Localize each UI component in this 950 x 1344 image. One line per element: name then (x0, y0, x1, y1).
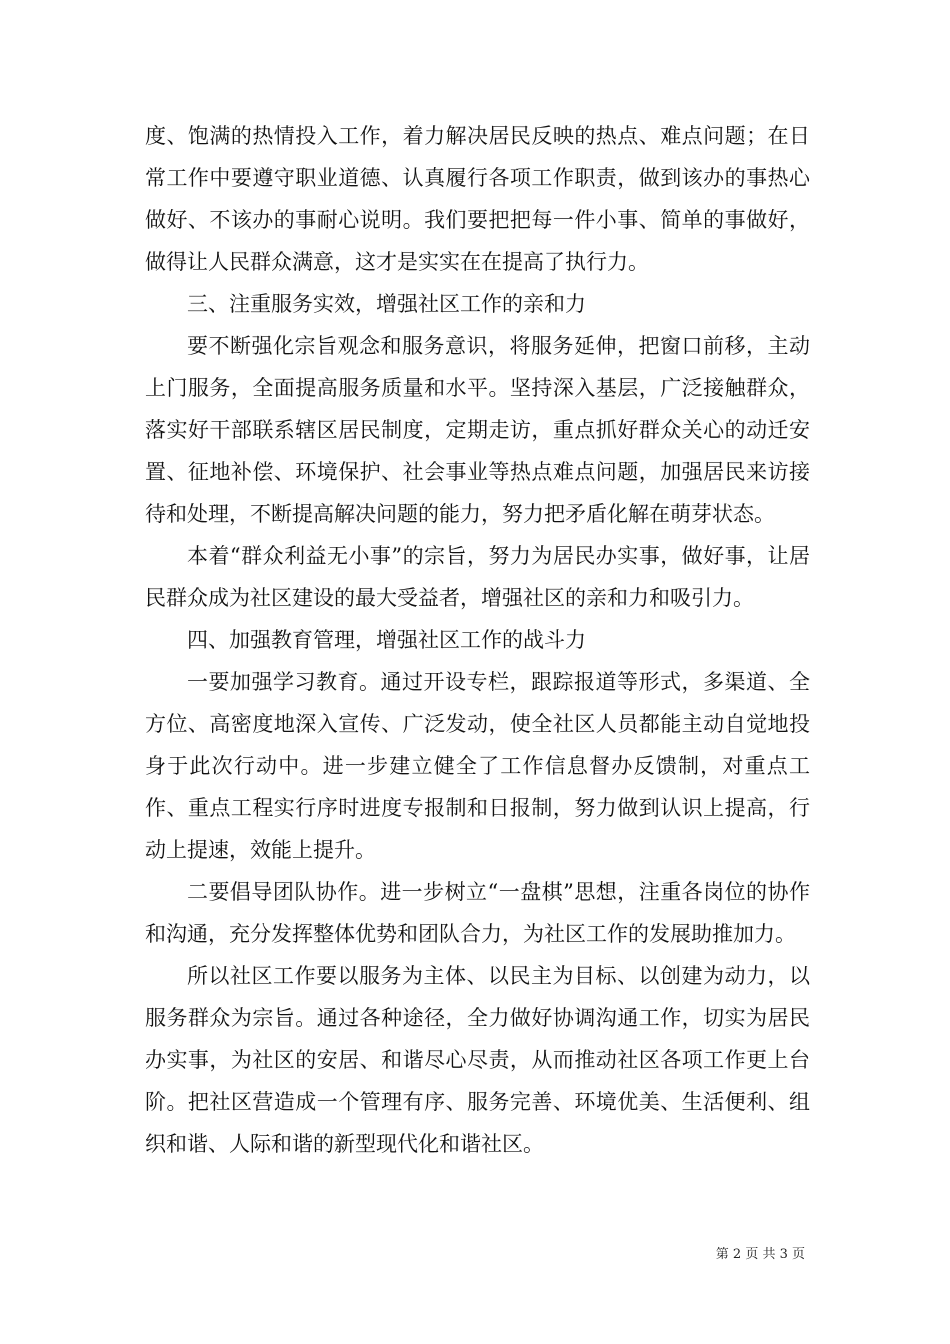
paragraph: 一要加强学习教育。通过开设专栏，跟踪报道等形式，多渠道、全方位、高密度地深入宣传、广泛发动，使全社区人员都能主动自觉地投身于此次行动中。进一步建立健全了工作信息督办反馈制，对重点工作、重点工程实行序时进度专报制和日报制，努力做到认识上提高，行动上提速，效能上提升。 (145, 670, 810, 862)
paragraph: 要不断强化宗旨观念和服务意识，将服务延伸，把窗口前移，主动上门服务，全面提高服务质量和水平。坚持深入基层，广泛接触群众，落实好干部联系辖区居民制度，定期走访，重点抓好群众关心的动迁安置、征地补偿、环境保护、社会事业等热点难点问题，加强居民来访接待和处理，不断提高解决问题的能力，努力把矛盾化解在萌芽状态。 (145, 334, 810, 526)
paragraph: 本着“群众利益无小事”的宗旨，努力为居民办实事，做好事，让居民群众成为社区建设的最大受益者，增强社区的亲和力和吸引力。 (145, 544, 810, 610)
paragraph: 二要倡导团队协作。进一步树立“一盘棋”思想，注重各岗位的协作和沟通，充分发挥整体优势和团队合力，为社区工作的发展助推加力。 (145, 880, 810, 946)
section-heading-4: 四、加强教育管理，增强社区工作的战斗力 (187, 628, 586, 652)
page-number-footer: 第 2 页 共 3 页 (715, 1247, 805, 1262)
paragraph-continuation: 度、饱满的热情投入工作，着力解决居民反映的热点、难点问题；在日常工作中要遵守职业道德、认真履行各项工作职责，做到该办的事热心做好、不该办的事耐心说明。我们要把把每一件小事、简单的事做好，做得让人民群众满意，这才是实实在在提高了执行力。 (145, 124, 810, 274)
section-heading-3: 三、注重服务实效，增强社区工作的亲和力 (187, 292, 586, 316)
document-body (145, 115, 810, 1165)
paragraph: 所以社区工作要以服务为主体、以民主为目标、以创建为动力，以服务群众为宗旨。通过各种途径，全力做好协调沟通工作，切实为居民办实事，为社区的安居、和谐尽心尽责，从而推动社区各项工作更上台阶。把社区营造成一个管理有序、服务完善、环境优美、生活便利、组织和谐、人际和谐的新型现代化和谐社区。 (145, 964, 810, 1156)
